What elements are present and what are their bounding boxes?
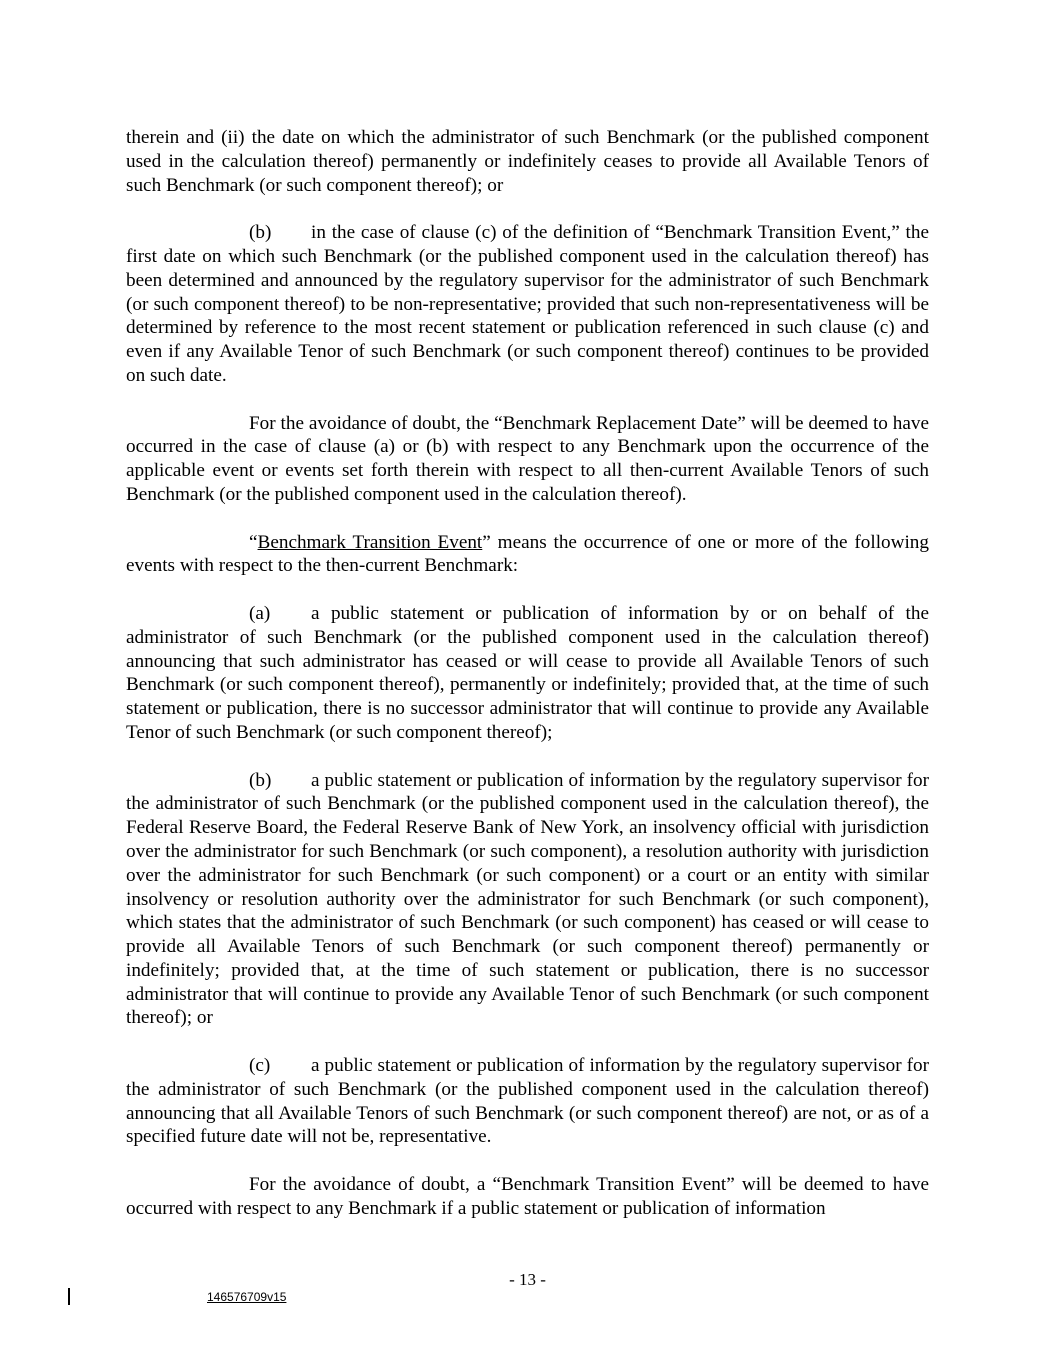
- paragraph-clause-c: [126, 1054, 929, 1149]
- clause-text: in the case of clause (c) of the definition of “Benchmark Transition Event,” the first date on which such Benchmark (or the published component used in the calculation thereof) has been determined and announced by the regulatory supervisor for the administrator of such Benchmark (or such component thereof) to be non-representative; provided that such non-representativeness will be determined by reference to the most recent statement or publication referenced in such clause (c) and even if any Available Tenor of such Benchmark (or such component thereof) continues to be provided on such date.: [126, 222, 929, 386]
- document-id: 146576709v15: [207, 1290, 287, 1304]
- paragraph-clause-b: [126, 221, 929, 388]
- clause-label: (b): [249, 769, 272, 791]
- clause-text: a public statement or publication of information by the regulatory supervisor for the administrator of such Benchmark (or the published component used in the calculation thereof), the Federal Reserve Board, the Federal Reserve Bank of New York, an insolvency official with jurisdiction over the administrator for such Benchmark (or such component), a resolution authority with jurisdiction over the administrator for such Benchmark (or such component) or a court or an entity with similar insolvency or resolution authority over the administrator for such Benchmark (or such component), which states that the administrator of such Benchmark (or such component) has ceased or will cease to provide all Available Tenors of such Benchmark (or such component thereof) permanently or indefinitely; provided that, at the time of such statement or publication, there is no successor administrator that will continue to provide any Available Tenor of such Benchmark (or such component thereof); or: [126, 769, 929, 1029]
- definition-text: ” means the occurrence of one or more of the following events with respect to the then-current Benchmark:: [126, 531, 929, 577]
- open-quote: “: [249, 531, 258, 553]
- paragraph-clause-a: [126, 602, 929, 745]
- clause-label: (a): [249, 602, 271, 624]
- defined-term: Benchmark Transition Event: [257, 531, 483, 553]
- clause-text: a public statement or publication of information by or on behalf of the administrator of such Benchmark (or the published component used in the calculation thereof) announcing that such administrator has ceased or will cease to provide all Available Tenors of such Benchmark (or such component thereof), permanently or indefinitely; provided that, at the time of such statement or publication, there is no successor administrator that will continue to provide any Available Tenor of such Benchmark (or such component thereof);: [126, 602, 929, 743]
- clause-label: (c): [249, 1055, 271, 1077]
- page-number: - 13 -: [509, 1270, 546, 1289]
- paragraph-clause-b-2: [126, 769, 929, 1031]
- clause-label: (b): [249, 222, 272, 244]
- paragraph-continuation: therein and (ii) the date on which the administrator of such Benchmark (or the published component used in the calculation thereof) permanently or indefinitely ceases to provide all Available Tenors of such Benchmark (or such component thereof); or: [126, 127, 929, 196]
- revision-bar: [68, 1288, 70, 1305]
- paragraph-avoidance-doubt-transition: For the avoidance of doubt, a “Benchmark Transition Event” will be deemed to have occurred with respect to any Benchmark if a public statement or publication of information: [126, 1174, 929, 1219]
- paragraph-definition-transition-event: [126, 531, 929, 579]
- body-text: [126, 126, 929, 1244]
- paragraph-avoidance-doubt-replacement: For the avoidance of doubt, the “Benchmark Replacement Date” will be deemed to have occurred in the case of clause (a) or (b) with respect to any Benchmark upon the occurrence of the applicable event or events set forth therein with respect to all then-current Available Tenors of such Benchmark (or the published component used in the calculation thereof).: [126, 412, 929, 505]
- clause-text: a public statement or publication of information by the regulatory supervisor for the administrator of such Benchmark (or the published component used in the calculation thereof) announcing that all Available Tenors of such Benchmark (or such component thereof) are not, or as of a specified future date will not be, representative.: [126, 1055, 929, 1148]
